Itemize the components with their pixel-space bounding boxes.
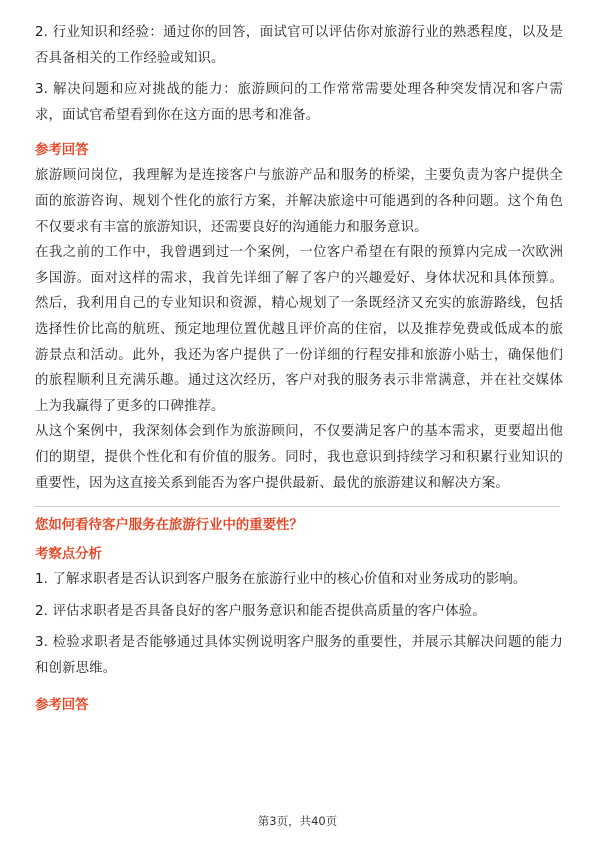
reference-answer-heading: 参考回答 (35, 143, 89, 159)
analysis-item: 2. 评估求职者是否具备良好的客户服务意识和能否提供高质量的客户体验。 (35, 603, 486, 619)
page-content (35, 20, 563, 718)
intro-list (35, 20, 563, 128)
answer-paragraph: 在我之前的工作中，我曾遇到过一个案例，一位客户希望在有限的预算内完成一次欧洲多国游。面对这样的需求，我首先详细了解了客户的兴趣爱好、身体状况和具体预算。然后，我利用自己的专业知识和资源，精心规划了一条既经济又充实的旅游路线，包括选择性价比高的航班、预定地理位置优越且评价高的住宿，以及推荐免费或低成本的旅游景点和活动。此外，我还为客户提供了一份详细的行程安排和旅游小贴士，确保他们的旅程顺利且充满乐趣。通过这次经历，客户对我的服务表示非常满意，并在社交媒体上为我赢得了更多的口碑推荐。 (35, 245, 563, 414)
intro-list-item: 2. 行业知识和经验：通过你的回答，面试官可以评估你对旅游行业的熟悉程度，以及是否具备相关的工作经验或知识。 (35, 25, 563, 66)
analysis-heading: 考察点分析 (35, 547, 102, 563)
question-section (35, 513, 563, 718)
intro-list-item: 3. 解决问题和应对挑战的能力：旅游顾问的工作常常需要处理各种突发情况和客户需求，面试官希望看到你在这方面的思考和准备。 (35, 82, 563, 123)
answer-paragraph: 旅游顾问岗位，我理解为是连接客户与旅游产品和服务的桥梁，主要负责为客户提供全面的旅游咨询、规划个性化的旅行方案，并解决旅途中可能遇到的各种问题。这个角色不仅要求有丰富的旅游知识，还需要良好的沟通能力和服务意识。 (35, 168, 563, 235)
analysis-item: 3. 检验求职者是否能够通过具体实例说明客户服务的重要性，并展示其解决问题的能力和创新思维。 (35, 635, 563, 676)
reference-answer-section (35, 138, 563, 496)
analysis-item: 1. 了解求职者是否认识到客户服务在旅游行业中的核心价值和对业务成功的影响。 (35, 572, 527, 588)
question-title: 您如何看待客户服务在旅游行业中的重要性？ (35, 518, 303, 534)
section-divider (35, 506, 560, 507)
answer-paragraph: 从这个案例中，我深刻体会到作为旅游顾问，不仅要满足客户的基本需求，更要超出他们的期望，提供个性化和有价值的服务。同时，我也意识到持续学习和积累行业知识的重要性，因为这直接关系到能否为客户提供最新、最优的旅游建议和解决方案。 (35, 424, 563, 491)
page-number: 第3页，共40页 (257, 814, 338, 828)
reference-answer-heading: 参考回答 (35, 698, 89, 714)
